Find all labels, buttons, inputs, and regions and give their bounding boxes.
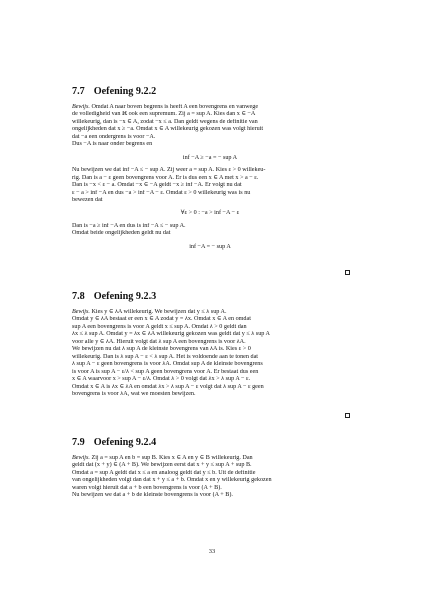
text-line: waren volgt hieruit dat a + b een bovengrens is voor (A + B). bbox=[72, 484, 222, 491]
text-line: ε − a > inf −A en dus −a > inf −A − ε. Omdat ε > 0 willekeurig was is nu bbox=[72, 189, 251, 196]
proof-label: Bewijs. bbox=[72, 455, 90, 461]
section-title: Oefening 9.2.3 bbox=[93, 291, 157, 302]
text-line: Dan is −a ≥ inf −A en dus is inf −A ≤ − sup A. bbox=[72, 222, 186, 229]
proof-text bbox=[72, 309, 348, 398]
section-7-9 bbox=[72, 436, 348, 500]
text-line: Omdat beide ongelijkheden geldt nu dat bbox=[72, 230, 171, 237]
proof-label: Bewijs. bbox=[72, 309, 90, 315]
section-number: 7.7 bbox=[72, 86, 85, 97]
text-line: de volledigheid van ℝ ook een supremum. Zij a = sup A. Kies dan x ∈ −A bbox=[72, 111, 256, 118]
text-line: bewezen dat bbox=[72, 196, 103, 203]
text-line: dat −a een ondergrens is voor −A. bbox=[72, 133, 156, 140]
proof-label: Bewijs. bbox=[72, 104, 90, 110]
text-line: We bewijzen nu dat λ sup A de kleinste bovengrens van λA is. Kies ε > 0 bbox=[72, 346, 251, 353]
text-line: geldt dat (x + y) ∈ (A + B). We bewijzen eerst dat x + y ≤ sup A + sup B. bbox=[72, 462, 252, 469]
text-line: Dan is −x < ε − a. Omdat −x ∈ −A geldt −x ≥ inf −A. Er volgt nu dat bbox=[72, 182, 242, 189]
text-line: is voor A is sup A − ε/λ < sup A geen bovengrens voor A. Er bestaat dus een bbox=[72, 368, 259, 375]
text-line: Nu bewijzen we dat a + b de kleinste bovengrens is voor (A + B). bbox=[72, 492, 233, 499]
text-span: Zij a = sup A en b = sup B. Kies x ∈ A en y ∈ B willekeurig. Dan bbox=[91, 455, 253, 461]
text-line bbox=[72, 309, 348, 316]
text-line: Omdat a = sup A geldt dat x ≤ a en analoog geldt dat y ≤ b. Uit de definitie bbox=[72, 469, 256, 476]
text-line: Omdat y ∈ λA bestaat er een x ∈ A zodat y = λx. Omdat x ∈ A en omdat bbox=[72, 316, 251, 323]
section-number: 7.9 bbox=[72, 437, 85, 448]
section-heading bbox=[72, 290, 348, 303]
proof-text bbox=[72, 104, 348, 149]
text-span: Omdat A naar boven begrens is heeft A een bovengrens en vanwege bbox=[91, 104, 259, 110]
text-line: bovengrens is voor λA, wat we moesten bewijzen. bbox=[72, 390, 196, 397]
qed-square-icon bbox=[345, 270, 350, 275]
text-line bbox=[72, 455, 348, 462]
text-line: sup A een bovengrens is voor A geldt x ≤ sup A. Omdat λ > 0 geldt dan bbox=[72, 323, 247, 330]
qed-square-icon bbox=[345, 413, 350, 418]
text-line: Dus −A is naar onder begrens en bbox=[72, 141, 153, 148]
text-line: voor alle y ∈ λA. Hieruit volgt dat λ sup A een bovengrens is voor λA. bbox=[72, 338, 246, 345]
text-line: Omdat x ∈ A is λx ∈ λA en omdat λx > λ sup A − ε volgt dat λ sup A − ε geen bbox=[72, 383, 264, 390]
section-title: Oefening 9.2.2 bbox=[93, 86, 157, 97]
text-line: willekeurig, dan is −x ∈ A, zodat −x ≤ a. Dan geldt wegens de definitie van bbox=[72, 118, 258, 125]
text-line: λx ≤ λ sup A. Omdat y = λx ∈ λA willekeurig gekozen was geldt dat y ≤ λ sup A bbox=[72, 331, 270, 338]
text-span: Kies y ∈ λA willekeurig. We bewijzen dat y ≤ λ sup A. bbox=[91, 309, 227, 315]
section-7-7 bbox=[72, 85, 348, 256]
text-line: ongelijkheden dat x ≥ −a. Omdat x ∈ A willekeurig gekozen was volgt hieruit bbox=[72, 126, 264, 133]
page-number: 33 bbox=[208, 548, 216, 555]
section-heading bbox=[72, 436, 348, 449]
display-equation: inf −A = − sup A bbox=[189, 243, 231, 250]
text-line bbox=[72, 104, 348, 111]
text-line: Nu bewijzen we dat inf −A ≤ − sup A. Zij weer a = sup A. Kies ε > 0 willekeu- bbox=[72, 167, 266, 174]
proof-text bbox=[72, 167, 348, 204]
text-line: van ongelijkheden volgt dan dat x + y ≤ a + b. Omdat x en y willekeurig gekozen bbox=[72, 477, 272, 484]
display-equation: inf −A ≥ −a = − sup A bbox=[182, 154, 238, 161]
text-line: λ sup A − ε geen bovengrens is voor λA. Omdat sup A de kleinste bovengrens bbox=[72, 361, 263, 368]
text-line: willekeurig. Dan is λ sup A − ε < λ sup A. Het is voldoende aan te tonen dat bbox=[72, 353, 259, 360]
proof-text bbox=[72, 455, 348, 500]
proof-text bbox=[72, 223, 348, 238]
section-heading bbox=[72, 85, 348, 98]
text-line: x ∈ A waarvoor x > sup A − ε/λ. Omdat λ > 0 volgt dat λx > λ sup A − ε. bbox=[72, 376, 251, 383]
section-title: Oefening 9.2.4 bbox=[93, 437, 157, 448]
display-equation: ∀ε > 0 : −a > inf −A − ε bbox=[180, 210, 240, 217]
section-7-8 bbox=[72, 290, 348, 398]
text-line: rig. Dan is a − ε geen bovengrens voor A. Er is dus een x ∈ A met x > a − ε. bbox=[72, 174, 259, 181]
section-number: 7.8 bbox=[72, 291, 85, 302]
